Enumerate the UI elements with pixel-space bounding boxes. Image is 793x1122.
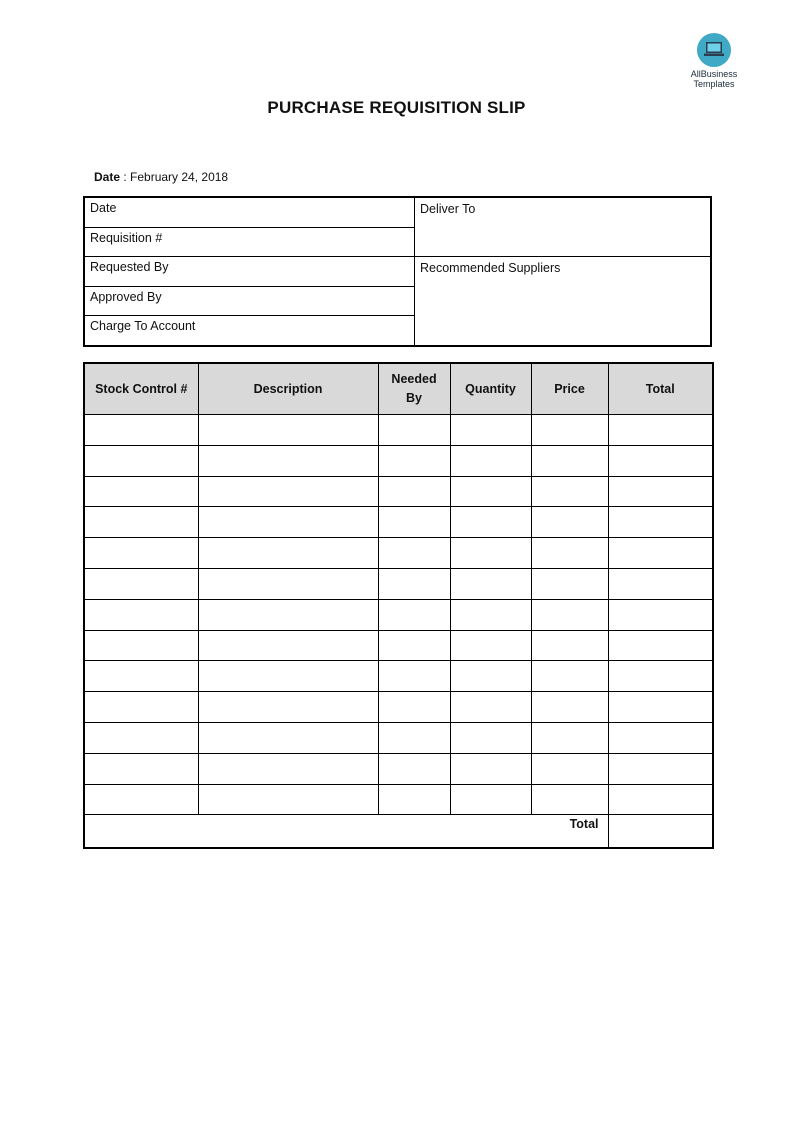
requested-by-label: Requested By bbox=[90, 260, 169, 274]
quantity-cell[interactable] bbox=[450, 538, 531, 569]
stock-cell[interactable] bbox=[84, 753, 198, 784]
total-row bbox=[84, 815, 713, 849]
table-row bbox=[84, 630, 713, 661]
requested-by-field[interactable] bbox=[85, 257, 414, 277]
table-row bbox=[84, 538, 713, 569]
price-cell[interactable] bbox=[531, 630, 608, 661]
needed-by-cell[interactable] bbox=[378, 568, 450, 599]
table-row bbox=[84, 753, 713, 784]
recommended-suppliers-label: Recommended Suppliers bbox=[420, 261, 561, 275]
total-cell[interactable] bbox=[608, 415, 713, 446]
stock-cell[interactable] bbox=[84, 445, 198, 476]
total-cell[interactable] bbox=[608, 630, 713, 661]
description-cell[interactable] bbox=[198, 568, 378, 599]
description-cell[interactable] bbox=[198, 599, 378, 630]
description-cell[interactable] bbox=[198, 692, 378, 723]
description-cell[interactable] bbox=[198, 630, 378, 661]
total-cell[interactable] bbox=[608, 507, 713, 538]
grand-total-cell[interactable] bbox=[608, 815, 713, 849]
price-cell[interactable] bbox=[531, 599, 608, 630]
date-separator: : bbox=[120, 170, 131, 184]
date-line bbox=[94, 170, 228, 184]
date-field-label: Date bbox=[90, 201, 117, 215]
price-cell[interactable] bbox=[531, 661, 608, 692]
date-field[interactable] bbox=[85, 198, 414, 218]
price-cell[interactable] bbox=[531, 415, 608, 446]
total-cell[interactable] bbox=[608, 784, 713, 815]
description-cell[interactable] bbox=[198, 722, 378, 753]
stock-cell[interactable] bbox=[84, 661, 198, 692]
table-row bbox=[84, 476, 713, 507]
date-value: February 24, 2018 bbox=[130, 170, 229, 184]
price-cell[interactable] bbox=[531, 692, 608, 723]
description-cell[interactable] bbox=[198, 507, 378, 538]
header-price: Price bbox=[531, 363, 608, 415]
needed-by-cell[interactable] bbox=[378, 538, 450, 569]
stock-cell[interactable] bbox=[84, 722, 198, 753]
total-cell[interactable] bbox=[608, 476, 713, 507]
description-cell[interactable] bbox=[198, 753, 378, 784]
charge-to-account-label: Charge To Account bbox=[90, 319, 196, 333]
quantity-cell[interactable] bbox=[450, 692, 531, 723]
quantity-cell[interactable] bbox=[450, 784, 531, 815]
table-row bbox=[84, 507, 713, 538]
needed-by-cell[interactable] bbox=[378, 661, 450, 692]
stock-cell[interactable] bbox=[84, 476, 198, 507]
logo-line-1: AllBusiness bbox=[690, 69, 738, 79]
table-row bbox=[84, 722, 713, 753]
description-cell[interactable] bbox=[198, 415, 378, 446]
table-row bbox=[84, 661, 713, 692]
date-label: Date bbox=[94, 170, 121, 184]
quantity-cell[interactable] bbox=[450, 476, 531, 507]
requisition-info-box bbox=[83, 196, 712, 347]
quantity-cell[interactable] bbox=[450, 507, 531, 538]
deliver-to-label: Deliver To bbox=[420, 202, 476, 216]
header-needed-by bbox=[378, 363, 450, 415]
needed-by-cell[interactable] bbox=[378, 445, 450, 476]
logo-line-2: Templates bbox=[693, 79, 735, 89]
quantity-cell[interactable] bbox=[450, 630, 531, 661]
logo-laptop-icon bbox=[697, 33, 731, 67]
total-cell[interactable] bbox=[608, 599, 713, 630]
quantity-cell[interactable] bbox=[450, 415, 531, 446]
total-cell[interactable] bbox=[608, 538, 713, 569]
total-cell[interactable] bbox=[608, 661, 713, 692]
needed-by-cell[interactable] bbox=[378, 722, 450, 753]
quantity-cell[interactable] bbox=[450, 753, 531, 784]
price-cell[interactable] bbox=[531, 445, 608, 476]
items-table bbox=[83, 362, 714, 849]
price-cell[interactable] bbox=[531, 476, 608, 507]
requisition-number-label: Requisition # bbox=[90, 231, 163, 245]
table-row bbox=[84, 692, 713, 723]
table-row bbox=[84, 784, 713, 815]
requisition-number-field[interactable] bbox=[85, 228, 414, 248]
needed-by-cell[interactable] bbox=[378, 476, 450, 507]
logo-text bbox=[684, 69, 744, 89]
recommended-suppliers-field[interactable] bbox=[415, 258, 710, 278]
total-cell[interactable] bbox=[608, 445, 713, 476]
header-total: Total bbox=[608, 363, 713, 415]
header-needed-by-line2: By bbox=[406, 391, 422, 405]
description-cell[interactable] bbox=[198, 476, 378, 507]
table-row bbox=[84, 445, 713, 476]
needed-by-cell[interactable] bbox=[378, 753, 450, 784]
description-cell[interactable] bbox=[198, 538, 378, 569]
price-cell[interactable] bbox=[531, 753, 608, 784]
quantity-cell[interactable] bbox=[450, 568, 531, 599]
stock-cell[interactable] bbox=[84, 630, 198, 661]
header-quantity: Quantity bbox=[450, 363, 531, 415]
needed-by-cell[interactable] bbox=[378, 630, 450, 661]
quantity-cell[interactable] bbox=[450, 722, 531, 753]
description-cell[interactable] bbox=[198, 784, 378, 815]
approved-by-field[interactable] bbox=[85, 287, 414, 307]
charge-to-account-field[interactable] bbox=[85, 316, 414, 336]
quantity-cell[interactable] bbox=[450, 445, 531, 476]
header-description: Description bbox=[198, 363, 378, 415]
stock-cell[interactable] bbox=[84, 507, 198, 538]
table-row bbox=[84, 415, 713, 446]
deliver-to-field[interactable] bbox=[415, 199, 710, 219]
price-cell[interactable] bbox=[531, 722, 608, 753]
approved-by-label: Approved By bbox=[90, 290, 162, 304]
price-cell[interactable] bbox=[531, 568, 608, 599]
price-cell[interactable] bbox=[531, 507, 608, 538]
total-cell[interactable] bbox=[608, 692, 713, 723]
description-cell[interactable] bbox=[198, 661, 378, 692]
stock-cell[interactable] bbox=[84, 784, 198, 815]
price-cell[interactable] bbox=[531, 784, 608, 815]
stock-cell[interactable] bbox=[84, 599, 198, 630]
needed-by-cell[interactable] bbox=[378, 507, 450, 538]
header-stock-control: Stock Control # bbox=[84, 363, 198, 415]
logo bbox=[684, 33, 744, 89]
total-label: Total bbox=[84, 815, 608, 849]
stock-cell[interactable] bbox=[84, 568, 198, 599]
header-needed-by-line1: Needed bbox=[391, 372, 437, 386]
needed-by-cell[interactable] bbox=[378, 599, 450, 630]
table-row bbox=[84, 568, 713, 599]
table-header-row bbox=[84, 363, 713, 415]
description-cell[interactable] bbox=[198, 445, 378, 476]
stock-cell[interactable] bbox=[84, 692, 198, 723]
quantity-cell[interactable] bbox=[450, 599, 531, 630]
price-cell[interactable] bbox=[531, 538, 608, 569]
stock-cell[interactable] bbox=[84, 415, 198, 446]
page-title: PURCHASE REQUISITION SLIP bbox=[267, 98, 526, 117]
table-row bbox=[84, 599, 713, 630]
needed-by-cell[interactable] bbox=[378, 784, 450, 815]
needed-by-cell[interactable] bbox=[378, 415, 450, 446]
total-cell[interactable] bbox=[608, 722, 713, 753]
needed-by-cell[interactable] bbox=[378, 692, 450, 723]
total-cell[interactable] bbox=[608, 568, 713, 599]
total-cell[interactable] bbox=[608, 753, 713, 784]
stock-cell[interactable] bbox=[84, 538, 198, 569]
quantity-cell[interactable] bbox=[450, 661, 531, 692]
